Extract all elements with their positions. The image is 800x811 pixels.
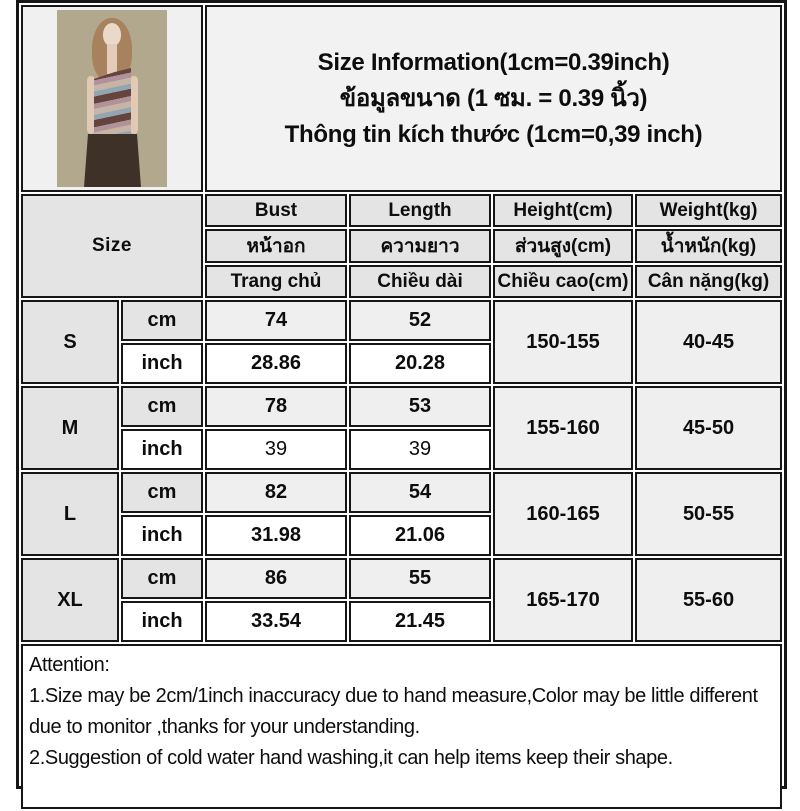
unit-label-inch: inch: [121, 429, 203, 470]
attention-note-2: 2.Suggestion of cold water hand washing,it can help items keep their shape.: [29, 747, 673, 769]
height-value: 165-170: [493, 558, 633, 642]
length-cm-value: 54: [349, 472, 491, 513]
col-header-height-en: Height(cm): [493, 194, 633, 227]
unit-label-inch: inch: [121, 515, 203, 556]
bust-cm-value: 82: [205, 472, 347, 513]
col-header-length-vi: Chiều dài: [349, 265, 491, 298]
bust-inch-value: 31.98: [205, 515, 347, 556]
product-photo: [57, 10, 167, 187]
col-header-height-th: ส่วนสูง(cm): [493, 229, 633, 263]
height-value: 150-155: [493, 300, 633, 384]
length-inch-value: 39: [349, 429, 491, 470]
title-vietnamese: Thông tin kích thước (1cm=0,39 inch): [284, 120, 703, 148]
height-value: 160-165: [493, 472, 633, 556]
model-neck: [107, 44, 117, 74]
weight-value: 40-45: [635, 300, 782, 384]
col-header-bust-en: Bust: [205, 194, 347, 227]
col-header-height-vi: Chiều cao(cm): [493, 265, 633, 298]
col-header-weight-th: น้ำหนัก(kg): [635, 229, 782, 263]
model-face: [103, 23, 121, 46]
length-inch-value: 21.06: [349, 515, 491, 556]
weight-value: 45-50: [635, 386, 782, 470]
model-pants: [84, 134, 141, 187]
unit-label-cm: cm: [121, 472, 203, 513]
unit-label-cm: cm: [121, 386, 203, 427]
size-label: XL: [21, 558, 119, 642]
weight-value: 55-60: [635, 558, 782, 642]
attention-note-1: 1.Size may be 2cm/1inch inaccuracy due to hand measure,Color may be little different due to monitor ,thanks for your understanding.: [29, 685, 758, 738]
length-cm-value: 55: [349, 558, 491, 599]
length-cm-value: 52: [349, 300, 491, 341]
size-label: S: [21, 300, 119, 384]
striped-one-shoulder-top: [94, 68, 131, 136]
col-header-weight-en: Weight(kg): [635, 194, 782, 227]
unit-label-cm: cm: [121, 558, 203, 599]
attention-section: [21, 644, 782, 809]
bust-inch-value: 33.54: [205, 601, 347, 642]
col-header-bust-vi: Trang chủ: [205, 265, 347, 298]
photo-cell: [21, 5, 203, 192]
bust-cm-value: 74: [205, 300, 347, 341]
title-cell: [205, 5, 782, 192]
weight-value: 50-55: [635, 472, 782, 556]
size-label: L: [21, 472, 119, 556]
unit-label-inch: inch: [121, 601, 203, 642]
unit-label-inch: inch: [121, 343, 203, 384]
attention-heading: Attention:: [29, 654, 110, 676]
title-english: Size Information(1cm=0.39inch): [317, 48, 670, 76]
unit-label-cm: cm: [121, 300, 203, 341]
size-label: M: [21, 386, 119, 470]
size-header: Size: [21, 194, 203, 298]
col-header-length-en: Length: [349, 194, 491, 227]
col-header-weight-vi: Cân nặng(kg): [635, 265, 782, 298]
col-header-length-th: ความยาว: [349, 229, 491, 263]
height-value: 155-160: [493, 386, 633, 470]
size-table: [19, 3, 784, 811]
bust-inch-value: 39: [205, 429, 347, 470]
length-inch-value: 21.45: [349, 601, 491, 642]
bust-inch-value: 28.86: [205, 343, 347, 384]
model-arm-left: [87, 76, 95, 134]
bust-cm-value: 78: [205, 386, 347, 427]
length-cm-value: 53: [349, 386, 491, 427]
bust-cm-value: 86: [205, 558, 347, 599]
length-inch-value: 20.28: [349, 343, 491, 384]
model-arm-right: [130, 76, 138, 134]
size-chart-sheet: [16, 0, 787, 789]
col-header-bust-th: หน้าอก: [205, 229, 347, 263]
title-thai: ข้อมูลขนาด (1 ซม. = 0.39 นิ้ว): [339, 84, 648, 112]
